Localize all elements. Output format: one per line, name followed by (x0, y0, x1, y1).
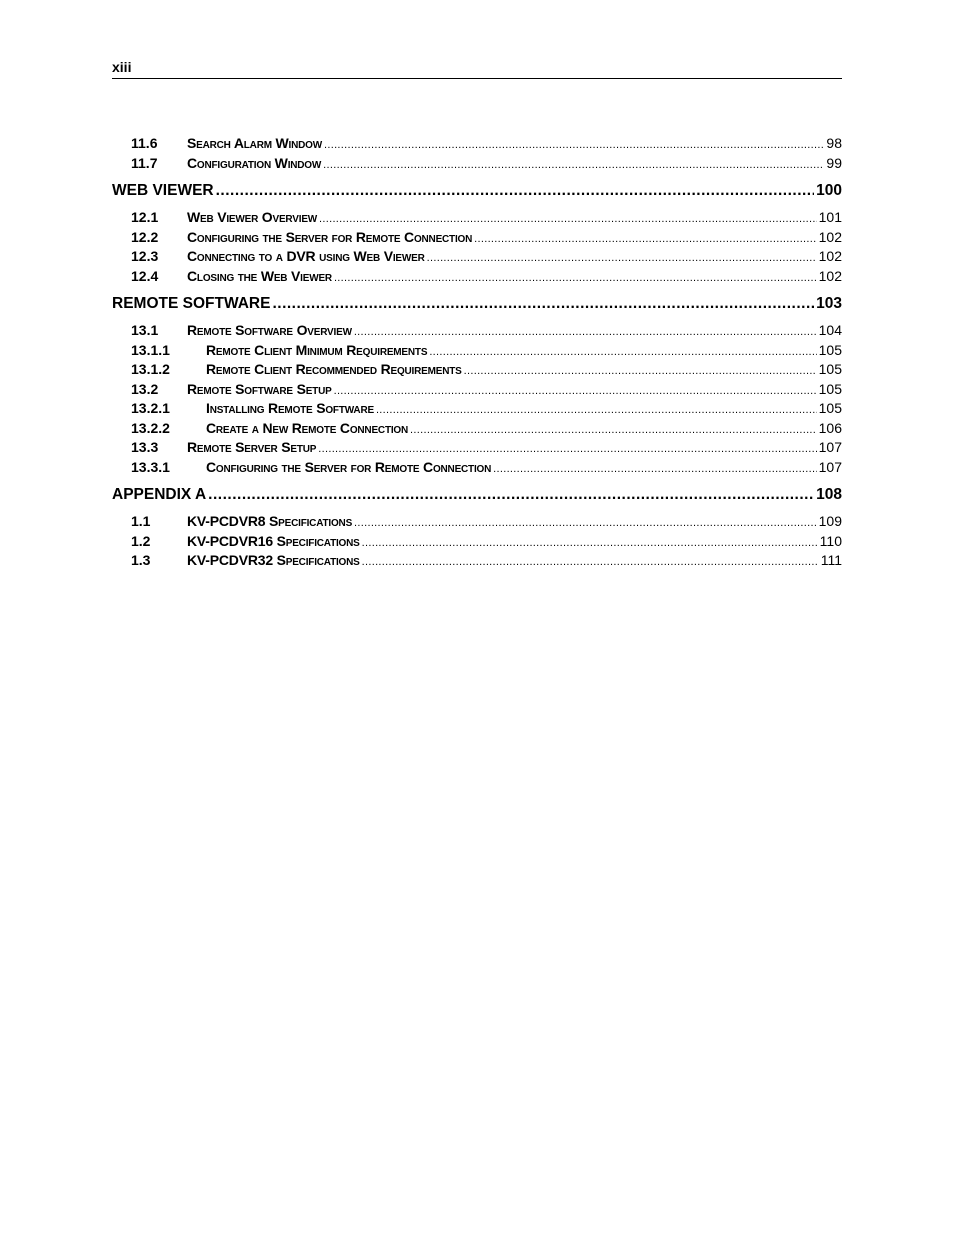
toc-section-number: 1.1 (131, 513, 151, 529)
toc-section-number: 12.1 (131, 209, 159, 225)
toc-section-entry[interactable] (112, 532, 842, 552)
toc-section-number: 13.1.2 (131, 361, 170, 377)
toc-section-title: Remote Software Setup (187, 380, 332, 397)
toc-section-entry[interactable] (112, 438, 842, 458)
table-of-contents (112, 134, 842, 571)
toc-page-number: 105 (818, 380, 842, 397)
toc-section-entry[interactable] (112, 321, 842, 341)
toc-section-entry[interactable] (112, 154, 842, 174)
toc-section-entry[interactable] (112, 380, 842, 400)
toc-leader-dots (272, 291, 814, 316)
toc-leader-dots (324, 136, 824, 156)
toc-chapter-entry[interactable] (112, 178, 842, 203)
toc-section-number: 13.1.1 (131, 341, 170, 358)
toc-section-entry[interactable] (112, 360, 842, 380)
toc-section-number: 1.2 (131, 532, 151, 549)
toc-section-title: KV-PCDVR8 Specifications (187, 513, 353, 529)
toc-leader-dots (216, 178, 815, 203)
toc-section-title: Installing Remote Software (206, 400, 374, 416)
toc-leader-dots (429, 343, 816, 363)
toc-chapter-entry[interactable] (112, 482, 842, 507)
toc-page-number: 102 (818, 228, 842, 245)
toc-page-number: 103 (816, 295, 842, 312)
toc-section-number: 13.1 (131, 322, 159, 338)
toc-leader-dots (474, 230, 816, 250)
toc-section-title: Remote Client Recommended Requirements (206, 361, 462, 377)
toc-section-title: Configuration Window (187, 154, 322, 171)
toc-section-number: 12.2 (131, 228, 159, 245)
toc-page-number: 108 (816, 486, 842, 503)
toc-section-number: 11.6 (131, 135, 158, 151)
toc-page-number: 106 (818, 419, 842, 436)
toc-section-title: Search Alarm Window (187, 135, 322, 151)
toc-section-title: Remote Server Setup (187, 439, 317, 455)
toc-section-number: 12.4 (131, 267, 159, 284)
toc-section-number: 13.3.1 (131, 458, 170, 475)
toc-section-title: Remote Software Overview (187, 322, 352, 338)
toc-section-entry[interactable] (112, 458, 842, 478)
toc-page-number: 100 (816, 182, 842, 199)
toc-section-entry[interactable] (112, 208, 842, 228)
toc-leader-dots (362, 534, 818, 554)
toc-section-entry[interactable] (112, 419, 842, 439)
toc-page-number: 104 (818, 322, 842, 338)
toc-section-entry[interactable] (112, 341, 842, 361)
toc-page-number: 98 (826, 135, 842, 151)
toc-page-number: 105 (818, 400, 842, 416)
toc-section-title: KV-PCDVR16 Specifications (187, 532, 360, 549)
toc-section-title: Configuring the Server for Remote Connection (206, 458, 492, 475)
toc-leader-dots (493, 460, 816, 480)
toc-section-entry[interactable] (112, 228, 842, 248)
toc-leader-dots (334, 382, 817, 402)
toc-section-title: Web Viewer Overview (187, 209, 318, 225)
toc-leader-dots (427, 249, 817, 269)
toc-page-number: 102 (818, 267, 842, 284)
toc-section-number: 1.3 (131, 552, 151, 568)
toc-leader-dots (354, 514, 817, 534)
toc-page-number: 105 (818, 361, 842, 377)
toc-chapter-entry[interactable] (112, 291, 842, 316)
toc-section-entry[interactable] (112, 267, 842, 287)
toc-section-title: Configuring the Server for Remote Connection (187, 228, 473, 245)
toc-section-entry[interactable] (112, 134, 842, 154)
toc-page-number: 110 (819, 532, 842, 549)
toc-leader-dots (362, 553, 819, 573)
toc-section-entry[interactable] (112, 512, 842, 532)
toc-chapter-title: REMOTE SOFTWARE (112, 295, 271, 312)
toc-leader-dots (464, 362, 817, 382)
toc-section-number: 12.3 (131, 248, 159, 264)
toc-section-title: Connecting to a DVR using Web Viewer (187, 248, 425, 264)
toc-section-number: 13.2.2 (131, 419, 170, 436)
toc-chapter-title: APPENDIX A (112, 486, 207, 503)
toc-section-title: Closing the Web Viewer (187, 267, 332, 284)
toc-section-number: 13.2.1 (131, 400, 170, 416)
toc-section-number: 13.3 (131, 439, 159, 455)
toc-page-number: 102 (818, 248, 842, 264)
toc-section-number: 11.7 (131, 154, 158, 171)
toc-chapter-title: WEB VIEWER (112, 182, 214, 199)
toc-section-entry[interactable] (112, 551, 842, 571)
toc-section-title: Remote Client Minimum Requirements (206, 341, 428, 358)
toc-page-number: 105 (818, 341, 842, 358)
toc-page-number: 109 (818, 513, 842, 529)
page-header (112, 58, 842, 79)
toc-leader-dots (323, 156, 824, 176)
toc-section-entry[interactable] (112, 247, 842, 267)
toc-page-number: 99 (826, 154, 842, 171)
toc-leader-dots (208, 482, 814, 507)
toc-page-number: 101 (818, 209, 842, 225)
toc-page-number: 111 (820, 552, 842, 568)
toc-leader-dots (334, 269, 817, 289)
toc-section-number: 13.2 (131, 380, 159, 397)
toc-page-number: 107 (818, 458, 842, 475)
toc-section-title: Create a New Remote Connection (206, 419, 409, 436)
toc-leader-dots (410, 421, 817, 441)
page-number: xiii (112, 59, 132, 75)
toc-page-number: 107 (818, 439, 842, 455)
toc-section-title: KV-PCDVR32 Specifications (187, 552, 360, 568)
toc-leader-dots (376, 401, 817, 421)
toc-section-entry[interactable] (112, 399, 842, 419)
